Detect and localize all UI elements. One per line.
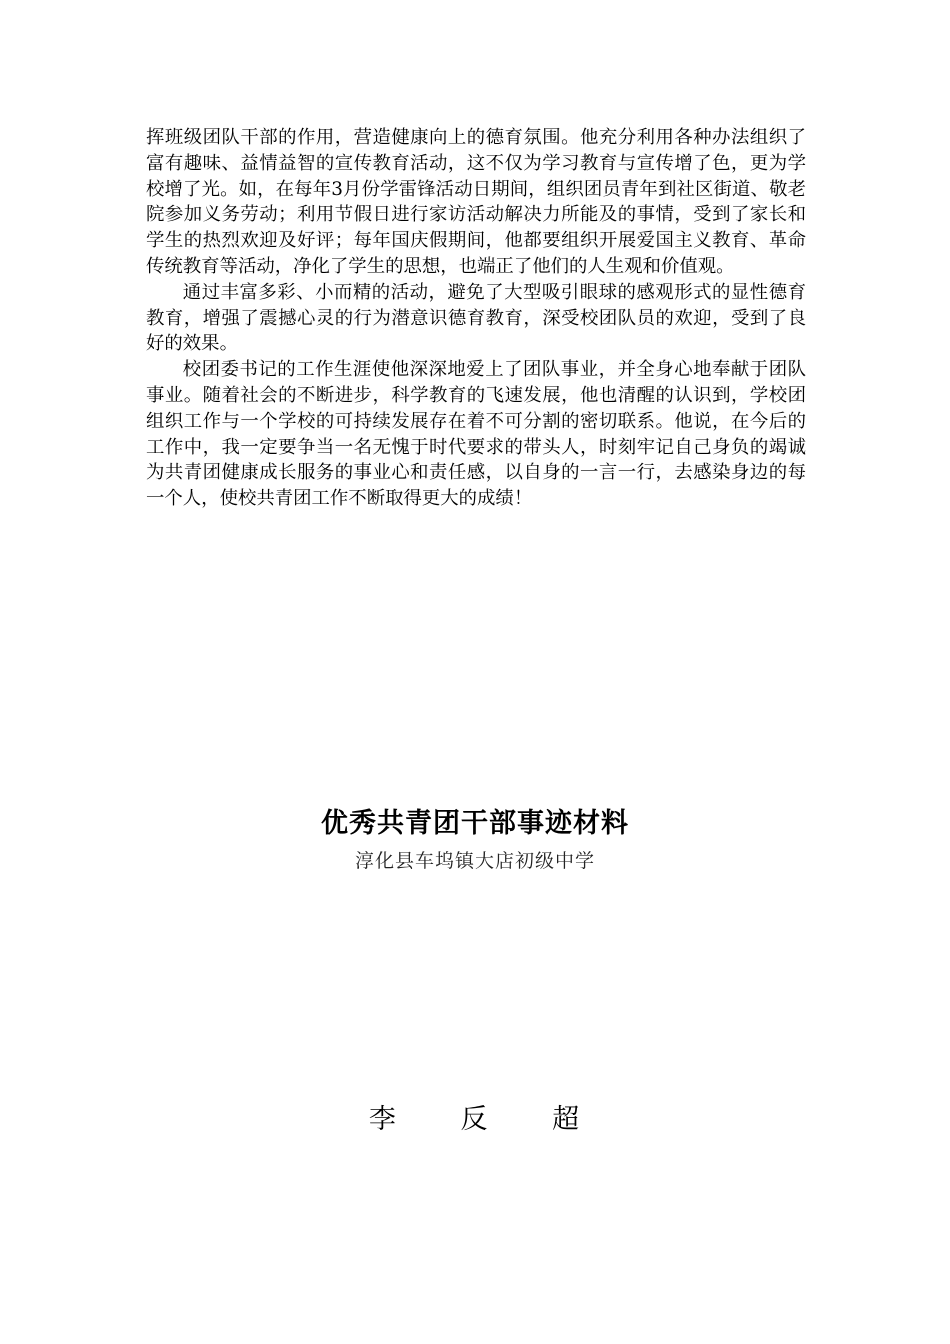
paragraph-activities: 通过丰富多彩、小而精的活动，避免了大型吸引眼球的感观形式的显性德育教育，增强了震撼心灵的行为潜意识德育教育，深受校团队员的欢迎，受到了良好的效果。 (146, 281, 806, 355)
author-char-2: 反 (460, 1104, 490, 1135)
author-char-3: 超 (552, 1104, 582, 1135)
body-text (146, 125, 806, 512)
title-block (0, 806, 950, 874)
paragraph-career: 校团委书记的工作生涯使他深深地爱上了团队事业，并全身心地奉献于团队事业。随着社会的不断进步，科学教育的飞速发展，他也清醒的认识到，学校团组织工作与一个学校的可持续发展存在着不可分割的密切联系。他说，在今后的工作中，我一定要争当一名无愧于时代要求的带头人，时刻牢记自己身负的竭诚为共青团健康成长服务的事业心和责任感，以自身的一言一行，去感染身边的每一个人，使校共青团工作不断取得更大的成绩！ (146, 359, 806, 510)
author-name (0, 1100, 950, 1140)
paragraph-continuation: 挥班级团队干部的作用，营造健康向上的德育氛围。他充分利用各种办法组织了富有趣味、益情益智的宣传教育活动，这不仅为学习教育与宣传增了色，更为学校增了光。如，在每年3月份学雷锋活动日期间，组织团员青年到社区街道、敬老院参加义务劳动；利用节假日进行家访活动解决力所能及的事情，受到了家长和学生的热烈欢迎及好评；每年国庆假期间，他都要组织开展爱国主义教育、革命传统教育等活动，净化了学生的思想，也端正了他们的人生观和价值观。 (146, 127, 806, 277)
document-title: 优秀共青团干部事迹材料 (321, 808, 629, 839)
document-subtitle: 淳化县车坞镇大店初级中学 (354, 850, 595, 872)
author-char-1: 李 (368, 1104, 398, 1135)
author-block (0, 1100, 950, 1140)
